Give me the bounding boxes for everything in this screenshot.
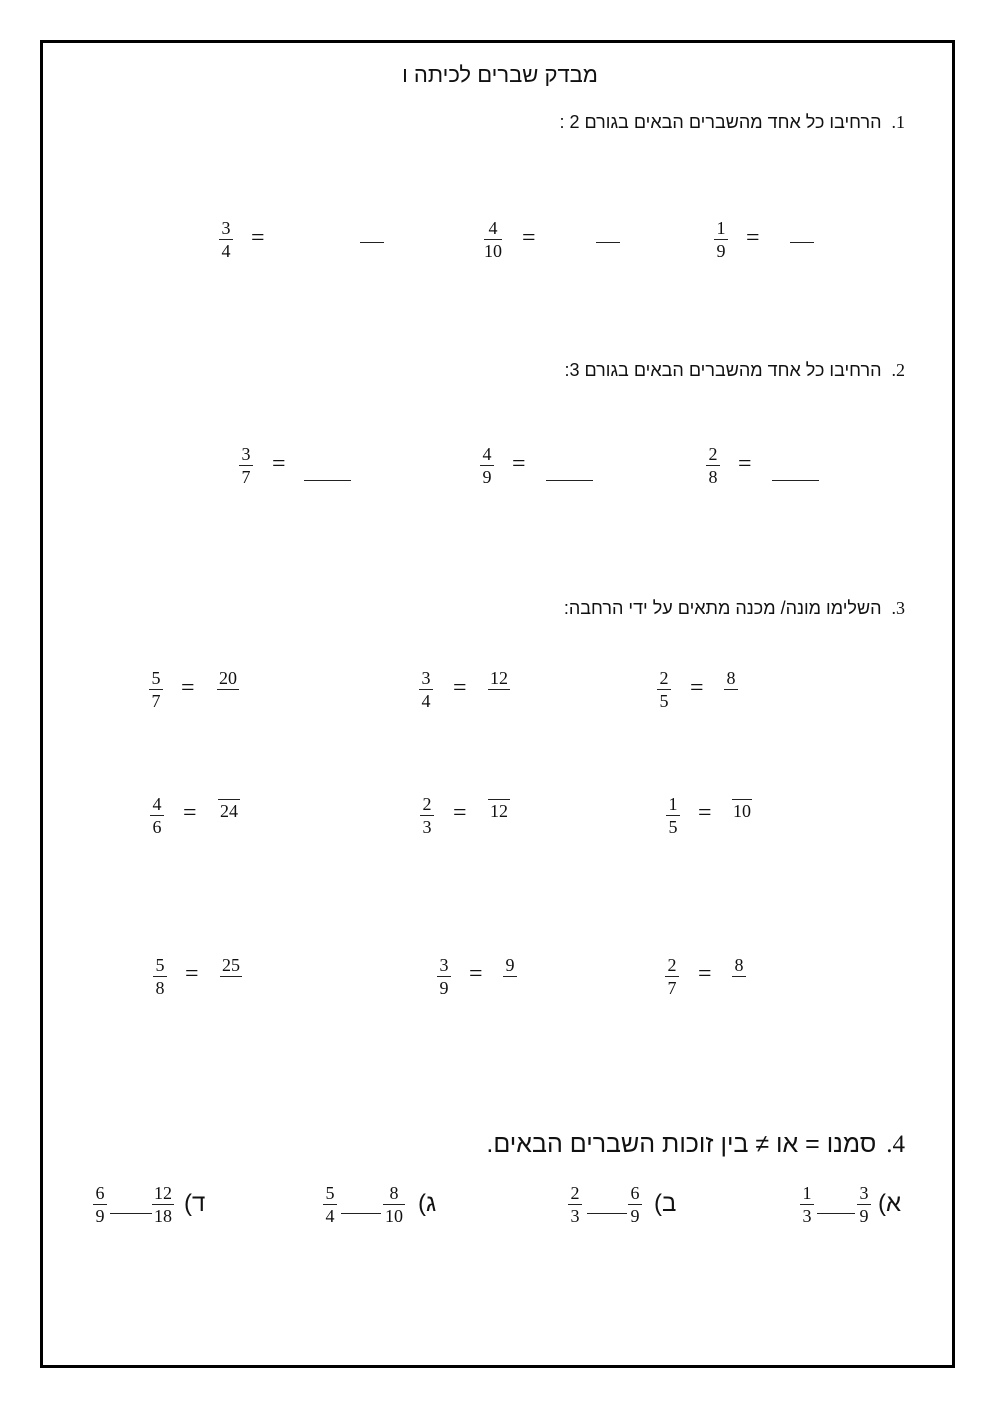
numerator: 2 xyxy=(570,1183,580,1203)
numerator: 2 xyxy=(708,444,718,464)
q4-label-b: ב) xyxy=(654,1190,677,1217)
numerator: 8 xyxy=(389,1183,399,1203)
compare-blank[interactable] xyxy=(587,1213,627,1214)
question-3-number: 3. xyxy=(891,598,905,618)
fraction-bar xyxy=(732,799,752,800)
denominator: 8 xyxy=(708,467,718,487)
denominator: 7 xyxy=(667,978,677,998)
numerator: 6 xyxy=(95,1183,105,1203)
fraction-bar xyxy=(419,689,433,690)
fraction-bar xyxy=(488,689,510,690)
q4-left-fraction xyxy=(568,1183,582,1226)
numerator: 8 xyxy=(734,955,744,975)
equals-sign: = xyxy=(512,451,526,477)
numerator: 12 xyxy=(154,1183,172,1203)
fraction-bar xyxy=(218,799,240,800)
compare-blank[interactable] xyxy=(817,1213,855,1214)
denominator: 9 xyxy=(859,1206,869,1226)
q3-fraction xyxy=(437,955,451,998)
equals-sign: = xyxy=(690,675,704,701)
numerator: 3 xyxy=(241,444,251,464)
numerator: 5 xyxy=(325,1183,335,1203)
numerator: 20 xyxy=(219,668,237,688)
q4-right-fraction xyxy=(628,1183,642,1226)
numerator: 8 xyxy=(726,668,736,688)
fraction-bar xyxy=(383,1204,405,1205)
denominator: 7 xyxy=(241,467,251,487)
fraction-bar xyxy=(150,815,164,816)
equals-sign: = xyxy=(272,451,286,477)
equals-sign: = xyxy=(522,225,536,251)
denominator: 9 xyxy=(716,241,726,261)
numerator: 1 xyxy=(716,218,726,238)
numerator: 5 xyxy=(155,955,165,975)
fraction-bar xyxy=(665,976,679,977)
q3-target-fraction[interactable] xyxy=(732,798,752,821)
fraction-bar xyxy=(732,976,746,977)
equals-sign: = xyxy=(738,451,752,477)
fraction-bar xyxy=(93,1204,107,1205)
q3-fraction xyxy=(419,668,433,711)
numerator: 3 xyxy=(421,668,431,688)
q3-fraction xyxy=(420,794,434,837)
fraction-bar xyxy=(219,239,233,240)
equals-sign: = xyxy=(453,675,467,701)
equals-sign: = xyxy=(251,225,265,251)
fraction-bar xyxy=(724,689,738,690)
denominator: 9 xyxy=(95,1206,105,1226)
q4-label-c: ג) xyxy=(418,1190,437,1217)
q4-right-fraction xyxy=(152,1183,174,1226)
denominator: 6 xyxy=(152,817,162,837)
fraction-bar xyxy=(239,465,253,466)
answer-blank[interactable] xyxy=(304,480,351,481)
denominator: 24 xyxy=(220,801,238,821)
q4-right-fraction xyxy=(857,1183,871,1226)
question-4-number: 4. xyxy=(886,1131,905,1158)
numerator: 3 xyxy=(859,1183,869,1203)
q3-fraction xyxy=(150,794,164,837)
denominator: 9 xyxy=(482,467,492,487)
answer-blank[interactable] xyxy=(360,242,384,243)
equals-sign: = xyxy=(183,800,197,826)
fraction-bar xyxy=(503,976,517,977)
equals-sign: = xyxy=(185,961,199,987)
q3-target-fraction[interactable] xyxy=(732,955,746,978)
denominator: 10 xyxy=(733,801,751,821)
numerator: 2 xyxy=(667,955,677,975)
fraction-bar xyxy=(488,799,510,800)
denominator: 5 xyxy=(659,691,669,711)
denominator: 4 xyxy=(221,241,231,261)
denominator: 3 xyxy=(422,817,432,837)
fraction-bar xyxy=(220,976,242,977)
q3-target-fraction[interactable] xyxy=(217,668,239,691)
q2-fraction-3 xyxy=(706,444,720,487)
page-title: מבדק שברים לכיתה ו xyxy=(402,62,598,87)
answer-blank[interactable] xyxy=(772,480,819,481)
question-2-number: 2. xyxy=(891,360,905,380)
answer-blank[interactable] xyxy=(546,480,593,481)
numerator: 12 xyxy=(490,668,508,688)
fraction-bar xyxy=(568,1204,582,1205)
fraction-bar xyxy=(800,1204,814,1205)
fraction-bar xyxy=(149,689,163,690)
denominator: 10 xyxy=(385,1206,403,1226)
fraction-bar xyxy=(437,976,451,977)
numerator: 4 xyxy=(488,218,498,238)
fraction-bar xyxy=(217,689,239,690)
denominator: 9 xyxy=(439,978,449,998)
fraction-bar xyxy=(484,239,502,240)
denominator: 3 xyxy=(570,1206,580,1226)
fraction-bar xyxy=(153,976,167,977)
compare-blank[interactable] xyxy=(110,1213,152,1214)
q3-fraction xyxy=(153,955,167,998)
q4-label-a: א) xyxy=(878,1190,902,1217)
question-4-text: סמנו = או ≠ בין זוכות השברים הבאים. xyxy=(486,1130,877,1158)
fraction-bar xyxy=(714,239,728,240)
numerator: 5 xyxy=(151,668,161,688)
numerator: 1 xyxy=(668,794,678,814)
numerator: 1 xyxy=(802,1183,812,1203)
q3-fraction xyxy=(665,955,679,998)
equals-sign: = xyxy=(453,800,467,826)
q3-fraction xyxy=(666,794,680,837)
equals-sign: = xyxy=(698,800,712,826)
denominator: 18 xyxy=(154,1206,172,1226)
numerator: 9 xyxy=(505,955,515,975)
q3-target-fraction[interactable] xyxy=(220,955,242,978)
denominator: 8 xyxy=(155,978,165,998)
numerator: 4 xyxy=(482,444,492,464)
equals-sign: = xyxy=(746,225,760,251)
numerator: 3 xyxy=(439,955,449,975)
numerator: 4 xyxy=(152,794,162,814)
denominator: 4 xyxy=(421,691,431,711)
q4-left-fraction xyxy=(93,1183,107,1226)
q4-left-fraction xyxy=(800,1183,814,1226)
fraction-bar xyxy=(152,1204,174,1205)
denominator: 9 xyxy=(630,1206,640,1226)
numerator: 2 xyxy=(422,794,432,814)
numerator: 6 xyxy=(630,1183,640,1203)
numerator: 2 xyxy=(659,668,669,688)
q3-target-fraction[interactable] xyxy=(724,668,738,691)
fraction-bar xyxy=(628,1204,642,1205)
question-2-text: הרחיבו כל אחד מהשברים הבאים בגורם 3: xyxy=(564,360,882,380)
q2-fraction-1 xyxy=(239,444,253,487)
equals-sign: = xyxy=(698,961,712,987)
fraction-bar xyxy=(480,465,494,466)
q1-fraction-1 xyxy=(219,218,233,261)
numerator: 3 xyxy=(221,218,231,238)
fraction-bar xyxy=(857,1204,871,1205)
denominator: 5 xyxy=(668,817,678,837)
denominator: 4 xyxy=(325,1206,335,1226)
fraction-bar xyxy=(323,1204,337,1205)
numerator: 25 xyxy=(222,955,240,975)
denominator: 7 xyxy=(151,691,161,711)
question-1-text: הרחיבו כל אחד מהשברים הבאים בגורם 2 : xyxy=(559,112,882,132)
q3-target-fraction[interactable] xyxy=(488,798,510,821)
question-1-number: 1. xyxy=(891,112,905,132)
fraction-bar xyxy=(420,815,434,816)
question-1 xyxy=(559,112,905,133)
fraction-bar xyxy=(666,815,680,816)
equals-sign: = xyxy=(181,675,195,701)
denominator: 10 xyxy=(484,241,502,261)
q3-fraction xyxy=(657,668,671,711)
q4-label-d: ד) xyxy=(184,1190,206,1217)
fraction-bar xyxy=(706,465,720,466)
fraction-bar xyxy=(657,689,671,690)
q4-left-fraction xyxy=(323,1183,337,1226)
q3-target-fraction[interactable] xyxy=(503,955,517,978)
question-2 xyxy=(564,360,905,381)
q3-target-fraction[interactable] xyxy=(218,798,240,821)
equals-sign: = xyxy=(469,961,483,987)
q1-fraction-2 xyxy=(484,218,502,261)
denominator: 3 xyxy=(802,1206,812,1226)
q3-target-fraction[interactable] xyxy=(488,668,510,691)
answer-blank[interactable] xyxy=(596,242,620,243)
answer-blank[interactable] xyxy=(790,242,814,243)
question-3 xyxy=(564,598,905,619)
question-4 xyxy=(486,1130,905,1159)
compare-blank[interactable] xyxy=(341,1213,381,1214)
q2-fraction-2 xyxy=(480,444,494,487)
q3-fraction xyxy=(149,668,163,711)
q1-fraction-3 xyxy=(714,218,728,261)
q4-right-fraction xyxy=(383,1183,405,1226)
denominator: 12 xyxy=(490,801,508,821)
question-3-text: השלימו מונה/ מכנה מתאים על ידי הרחבה: xyxy=(563,598,882,618)
